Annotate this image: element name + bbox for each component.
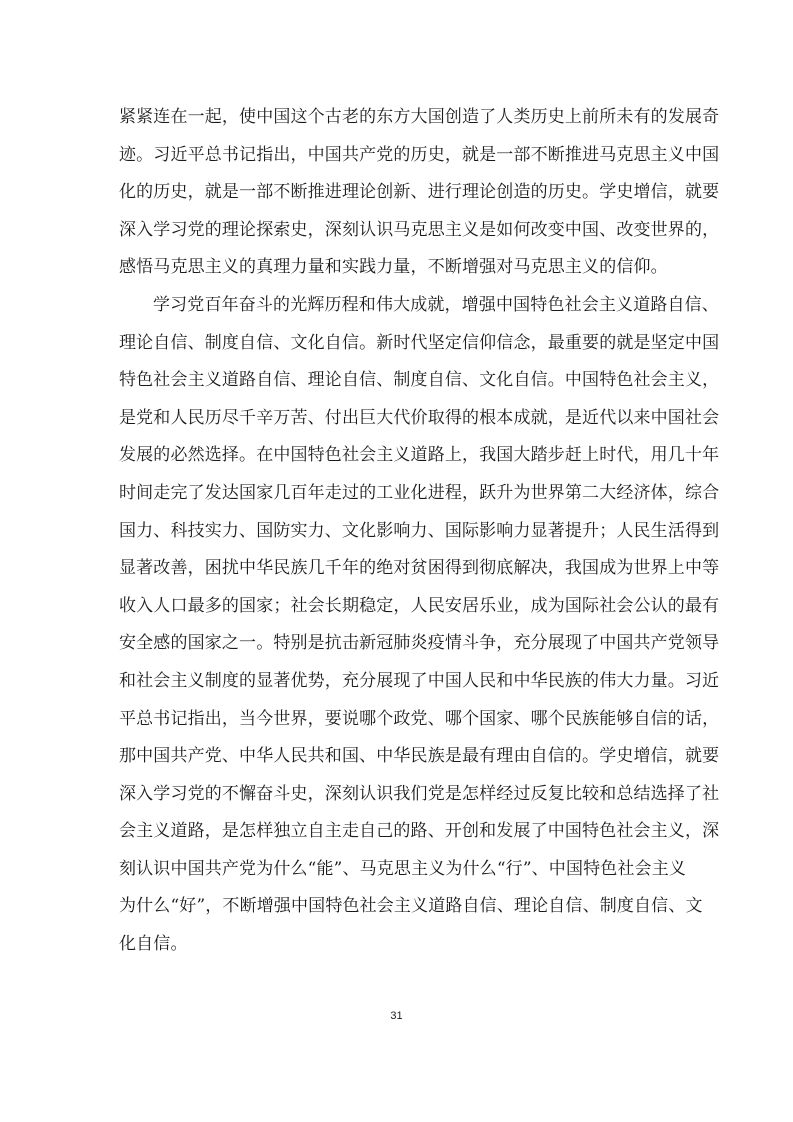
text-line: 会主义道路，是怎样独立自主走自己的路、开创和发展了中国特色社会主义，深 [119,821,720,842]
text-line: 紧紧连在一起，使中国这个古老的东方大国创造了人类历史上前所未有的发展奇 [119,107,720,127]
text-line: 深入学习党的不懈奋斗史，深刻认识我们党是怎样经过反复比较和总结选择了社 [119,783,720,804]
text-line: 收入人口最多的国家；社会长期稳定，人民安居乐业，成为国际社会公认的最有 [119,595,720,616]
text-line: 为什么“好”，不断增强中国特色社会主义道路自信、理论自信、制度自信、文 [119,896,703,917]
text-line: 发展的必然选择。在中国特色社会主义道路上，我国大踏步赶上时代，用几十年 [119,445,720,466]
text-line: 深入学习党的理论探索史，深刻认识马克思主义是如何改变中国、改变世界的， [119,219,720,240]
text-line: 感悟马克思主义的真理力量和实践力量，不断增强对马克思主义的信仰。 [119,257,668,278]
body-text [119,99,720,964]
text-line: 化的历史，就是一部不断推进理论创新、进行理论创造的历史。学史增信，就要 [119,182,720,203]
text-line: 时间走完了发达国家几百年走过的工业化进程，跃升为世界第二大经济体，综合 [119,482,720,503]
text-line: 刻认识中国共产党为什么“能”、马克思主义为什么“行”、中国特色社会主义 [119,858,687,879]
text-line: 和社会主义制度的显著优势，充分展现了中国人民和中华民族的伟大力量。习近 [119,670,720,691]
text-line: 迹。习近平总书记指出，中国共产党的历史，就是一部不断推进马克思主义中国 [119,144,720,165]
text-line: 平总书记指出，当今世界，要说哪个政党、哪个国家、哪个民族能够自信的话， [119,708,720,729]
text-line: 那中国共产党、中华人民共和国、中华民族是最有理由自信的。学史增信，就要 [119,746,720,767]
text-line: 国力、科技实力、国防实力、文化影响力、国际影响力显著提升；人民生活得到 [119,520,720,541]
paragraph-start-line: 学习党百年奋斗的光辉历程和伟大成就，增强中国特色社会主义道路自信、 [153,294,719,315]
page-number: 31 [390,1010,403,1022]
text-line: 化自信。 [119,934,188,955]
text-line: 是党和人民历尽千辛万苦、付出巨大代价取得的根本成就，是近代以来中国社会 [119,407,720,428]
text-line: 安全感的国家之一。特别是抗击新冠肺炎疫情斗争，充分展现了中国共产党领导 [119,633,720,654]
text-line: 显著改善，困扰中华民族几千年的绝对贫困得到彻底解决，我国成为世界上中等 [119,558,720,579]
text-line: 理论自信、制度自信、文化自信。新时代坚定信仰信念，最重要的就是坚定中国 [119,332,720,353]
text-line: 特色社会主义道路自信、理论自信、制度自信、文化自信。中国特色社会主义， [119,370,720,391]
